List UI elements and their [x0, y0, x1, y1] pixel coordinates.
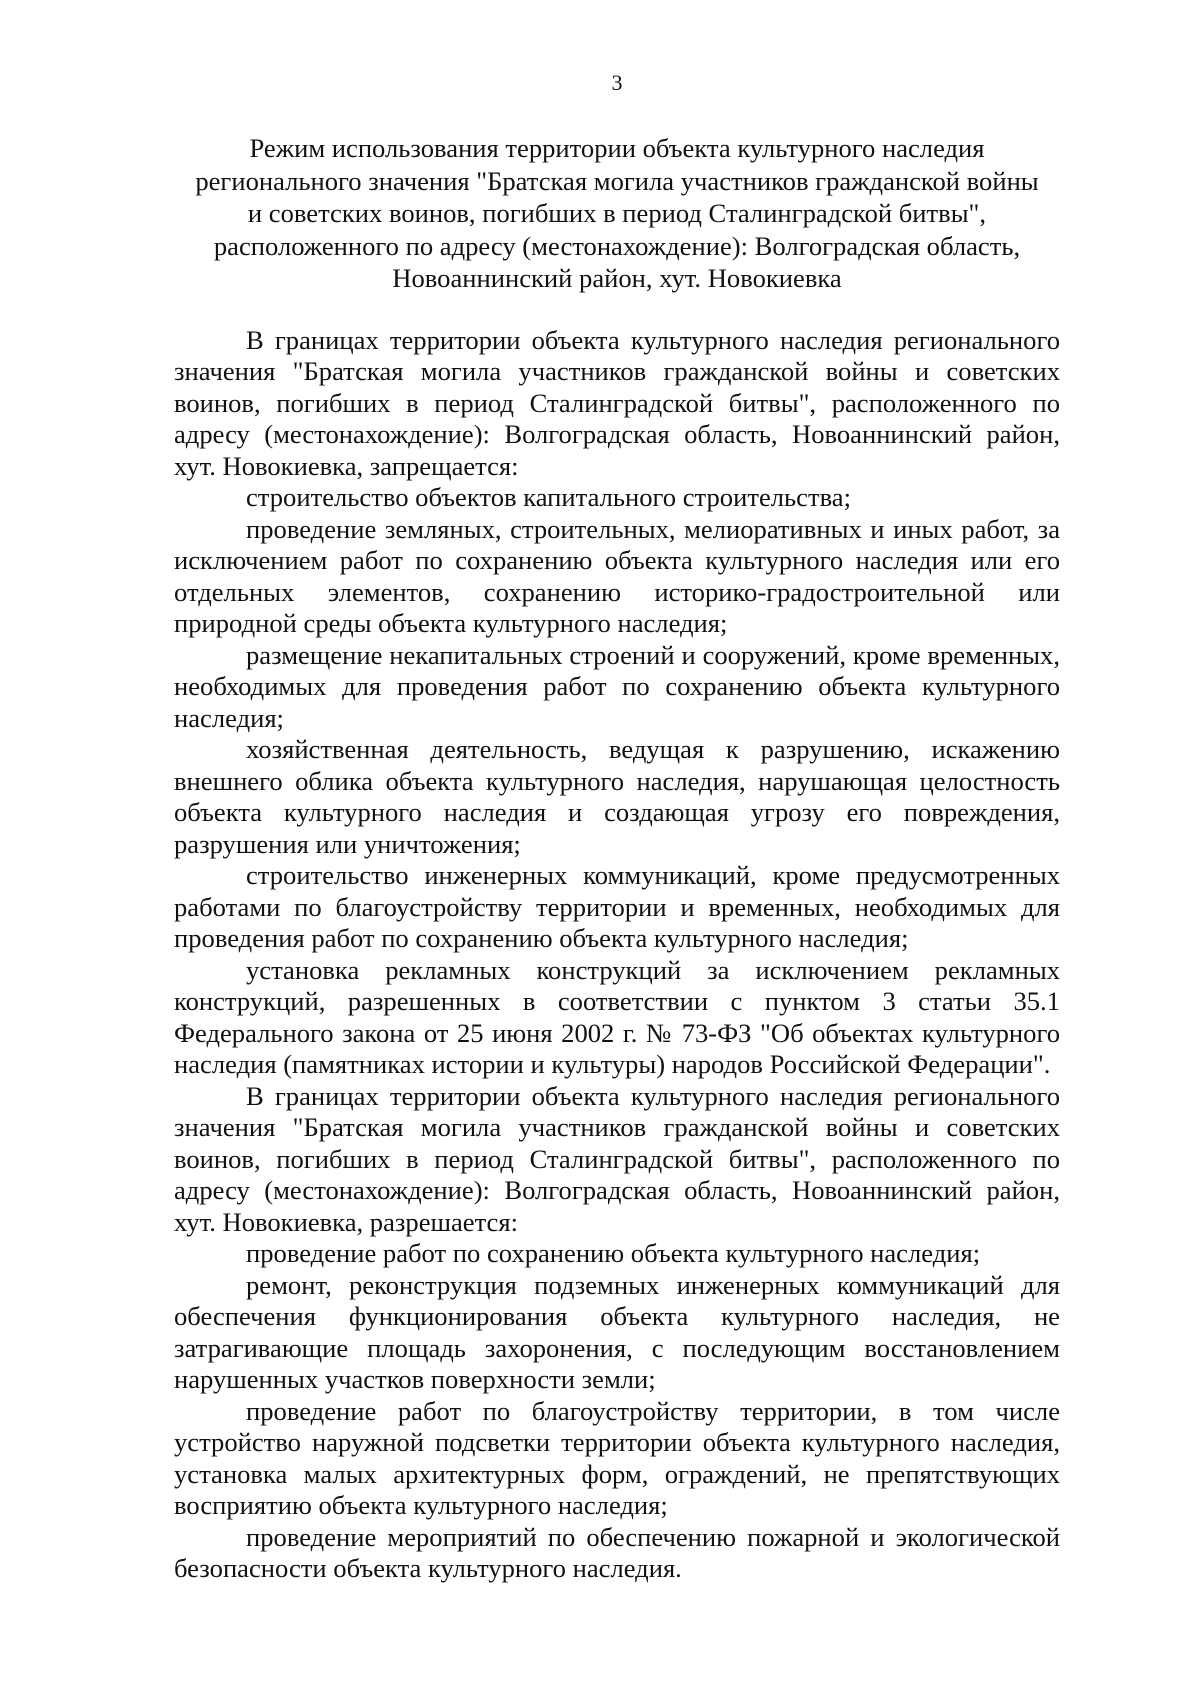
permitted-item: проведение работ по благоустройству территории, в том числе устройство наружной подсветки территории объекта культурного наследия, установка малых архитектурных форм, ограждений, не препятствующих восприятию объекта культурного наследия;: [174, 1395, 1060, 1520]
title-line: Режим использования территории объекта культурного наследия: [249, 133, 985, 163]
document-title: [174, 132, 1060, 295]
permitted-item: проведение работ по сохранению объекта культурного наследия;: [246, 1238, 981, 1268]
permitted-item: проведение мероприятий по обеспечению пожарной и экологической безопасности объекта культурного наследия.: [174, 1521, 1060, 1583]
title-line: расположенного по адресу (местонахождение): Волгоградская область,: [213, 230, 1021, 261]
prohibited-item: размещение некапитальных строений и сооружений, кроме временных, необходимых для проведения работ по сохранению объекта культурного наследия;: [174, 639, 1060, 733]
title-line: регионального значения "Братская могила участников гражданской войны: [195, 165, 1039, 196]
title-line: и советских воинов, погибших в период Сталинградской битвы",: [247, 198, 987, 228]
title-line: Новоаннинский район, хут. Новокиевка: [392, 263, 842, 293]
page-number: 3: [611, 70, 623, 95]
permitted-item: ремонт, реконструкция подземных инженерных коммуникаций для обеспечения функционирования объекта культурного наследия, не затрагивающие площадь захоронения, с последующим восстановлением нарушенных участков поверхности земли;: [174, 1269, 1060, 1394]
prohibited-item: установка рекламных конструкций за исключением рекламных конструкций, разрешенных в соответствии с пунктом 3 статьи 35.1 Федерального закона от 25 июня 2002 г. № 73-ФЗ "Об объектах культурного наследия (памятниках истории и культуры) народов Российской Федерации".: [174, 954, 1060, 1079]
permitted-intro: В границах территории объекта культурного наследия регионального значения "Братская могила участников гражданской войны и советских воинов, погибших в период Сталинградской битвы", расположенного по адресу (местонахождение): Волгоградская область, Новоаннинский район, хут. Новокиевка, разрешается:: [174, 1080, 1060, 1237]
prohibited-item: проведение земляных, строительных, мелиоративных и иных работ, за исключением работ по сохранению объекта культурного наследия или его отдельных элементов, сохранению историко-градостроительной или природной среды объекта культурного наследия;: [174, 513, 1060, 638]
prohibited-intro: В границах территории объекта культурного наследия регионального значения "Братская могила участников гражданской войны и советских воинов, погибших в период Сталинградской битвы", расположенного по адресу (местонахождение): Волгоградская область, Новоаннинский район, хут. Новокиевка, запрещается:: [174, 324, 1060, 481]
prohibited-item: хозяйственная деятельность, ведущая к разрушению, искажению внешнего облика объекта культурного наследия, нарушающая целостность объекта культурного наследия и создающая угрозу его повреждения, разрушения или уничтожения;: [174, 734, 1060, 859]
prohibited-item: строительство объектов капитального строительства;: [246, 482, 851, 512]
prohibited-item: строительство инженерных коммуникаций, кроме предусмотренных работами по благоустройству территории и временных, необходимых для проведения работ по сохранению объекта культурного наследия;: [174, 860, 1060, 953]
